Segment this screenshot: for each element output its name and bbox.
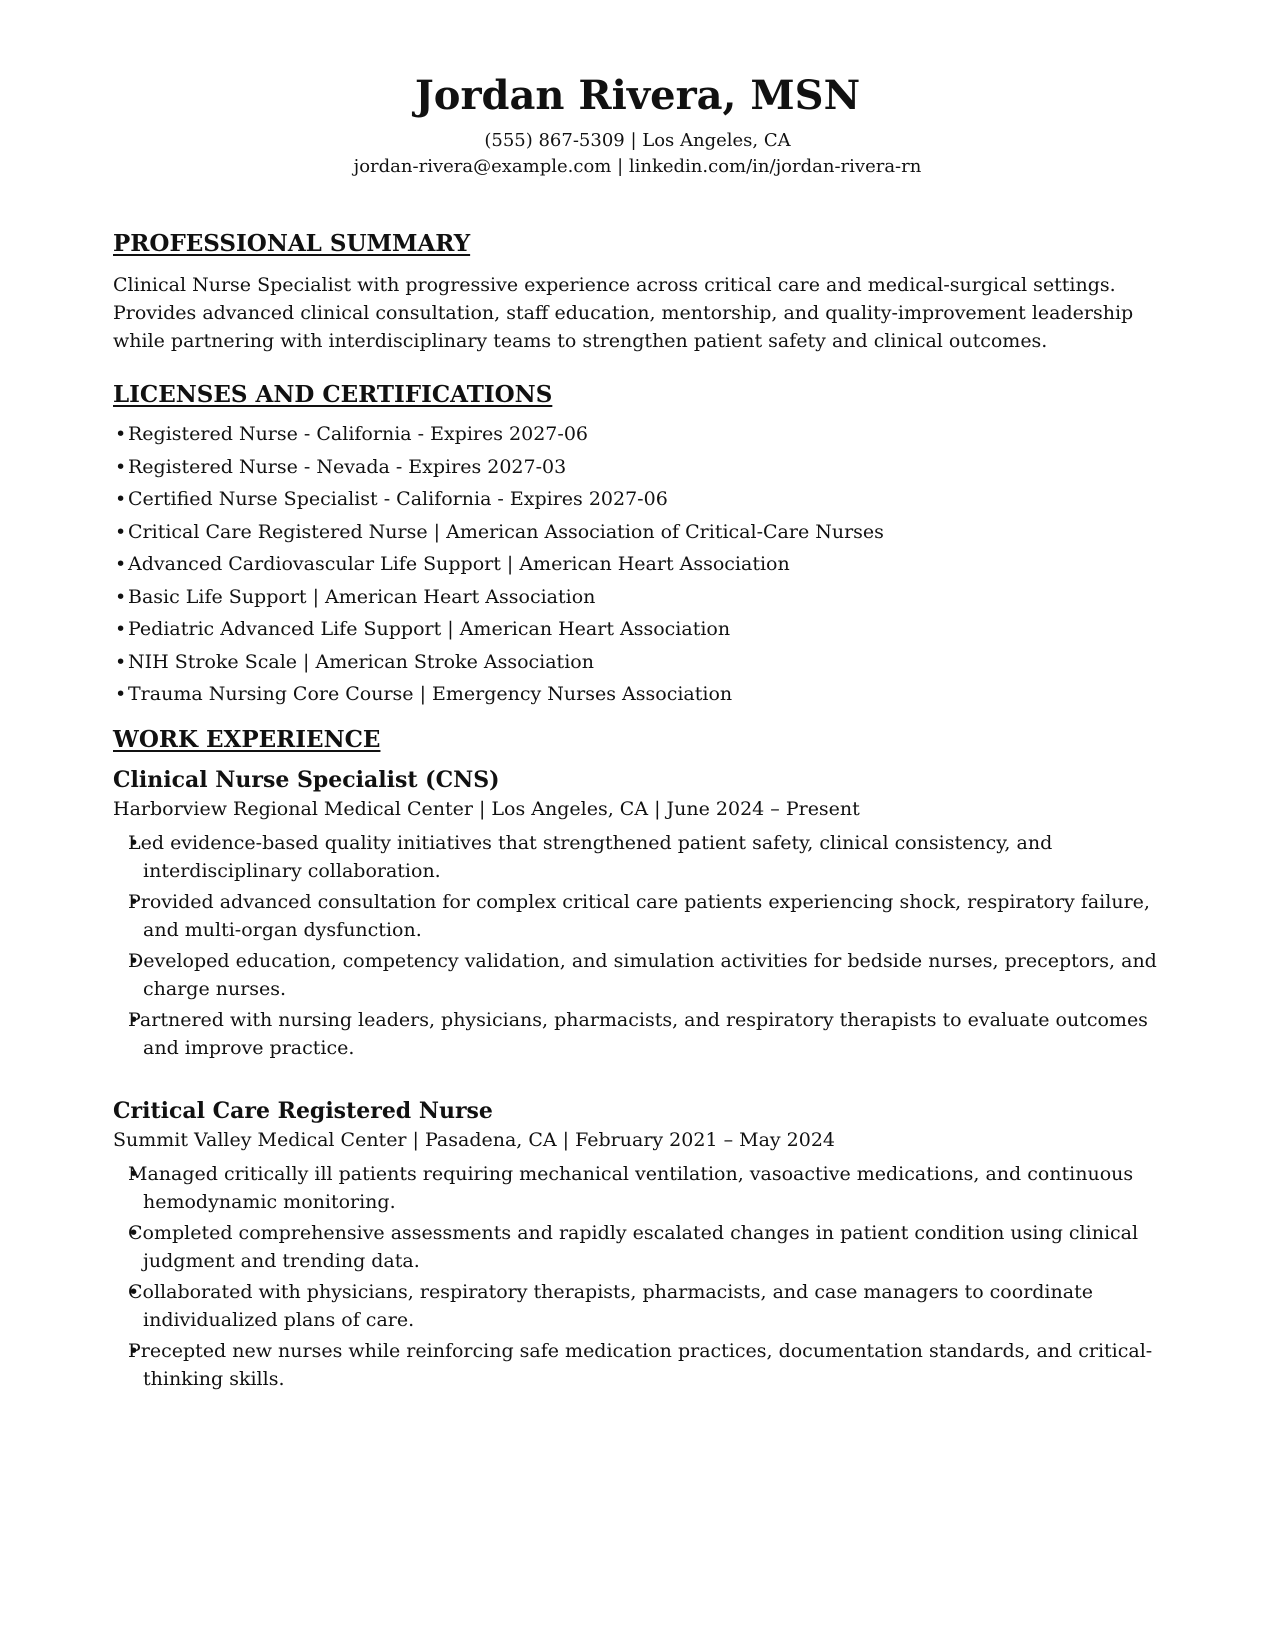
job-title: Critical Care Registered Nurse [113, 1098, 493, 1124]
certification-item: • Trauma Nursing Core Course | Emergency Nurses Association [113, 678, 1163, 711]
certification-item: • Basic Life Support | American Heart Association [113, 581, 1163, 614]
resume-header [0, 70, 1275, 180]
contact-email-linkedin: jordan-rivera@example.com | linkedin.com/in/jordan-rivera-rn [353, 156, 922, 177]
certification-item: • Pediatric Advanced Life Support | American Heart Association [113, 613, 1163, 646]
job-entry [113, 1096, 1163, 1393]
job-duties-list [113, 829, 1163, 1062]
job-entry [113, 765, 1163, 1062]
certifications-list [113, 418, 1163, 711]
certification-item: • Critical Care Registered Nurse | American Association of Critical-Care Nurses [113, 516, 1163, 549]
job-duty-item: • Precepted new nurses while reinforcing safe medication practices, documentation standards, and critical-thinking skills. [113, 1337, 1163, 1393]
certification-item: • Certified Nurse Specialist - California - Expires 2027-06 [113, 483, 1163, 516]
professional-summary-section [113, 229, 1163, 355]
job-employer-location-dates: Summit Valley Medical Center | Pasadena, CA | February 2021 – May 2024 [113, 1129, 836, 1151]
job-duty-item: • Managed critically ill patients requiring mechanical ventilation, vasoactive medications, and continuous hemodynamic monitoring. [113, 1160, 1163, 1216]
certification-item: • NIH Stroke Scale | American Stroke Association [113, 646, 1163, 679]
job-duty-item: • Led evidence-based quality initiatives that strengthened patient safety, clinical consistency, and interdisciplinary collaboration. [113, 829, 1163, 885]
candidate-name: Jordan Rivera, MSN [414, 72, 861, 119]
licenses-certifications-section [113, 380, 1163, 711]
certification-item: • Registered Nurse - Nevada - Expires 2027-03 [113, 451, 1163, 484]
job-duty-item: • Partnered with nursing leaders, physicians, pharmacists, and respiratory therapists to evaluate outcomes and improve practice. [113, 1006, 1163, 1062]
contact-phone-location: (555) 867-5309 | Los Angeles, CA [484, 130, 791, 151]
job-duty-item: • Completed comprehensive assessments and rapidly escalated changes in patient condition using clinical judgment and trending data. [113, 1219, 1163, 1275]
certification-item: • Advanced Cardiovascular Life Support | American Heart Association [113, 548, 1163, 581]
job-duty-item: • Developed education, competency validation, and simulation activities for bedside nurses, preceptors, and charge nurses. [113, 947, 1163, 1003]
certification-item: • Registered Nurse - California - Expires 2027-06 [113, 418, 1163, 451]
professional-summary-text: Clinical Nurse Specialist with progressive experience across critical care and medical-surgical settings. Provides advanced clinical consultation, staff education, mentorship, and quality-improvement leadership while partnering with interdisciplinary teams to strengthen patient safety and clinical outcomes. [113, 274, 1134, 352]
work-experience-section [113, 725, 1163, 1396]
job-employer-location-dates: Harborview Regional Medical Center | Los Angeles, CA | June 2024 – Present [113, 798, 860, 820]
professional-summary-heading: PROFESSIONAL SUMMARY [113, 230, 471, 257]
job-title: Clinical Nurse Specialist (CNS) [113, 767, 500, 793]
work-experience-heading: WORK EXPERIENCE [113, 726, 381, 753]
licenses-certifications-heading: LICENSES AND CERTIFICATIONS [113, 381, 553, 408]
job-duty-item: • Collaborated with physicians, respiratory therapists, pharmacists, and case managers to coordinate individualized plans of care. [113, 1278, 1163, 1334]
job-duty-item: • Provided advanced consultation for complex critical care patients experiencing shock, respiratory failure, and multi-organ dysfunction. [113, 888, 1163, 944]
job-duties-list [113, 1160, 1163, 1393]
